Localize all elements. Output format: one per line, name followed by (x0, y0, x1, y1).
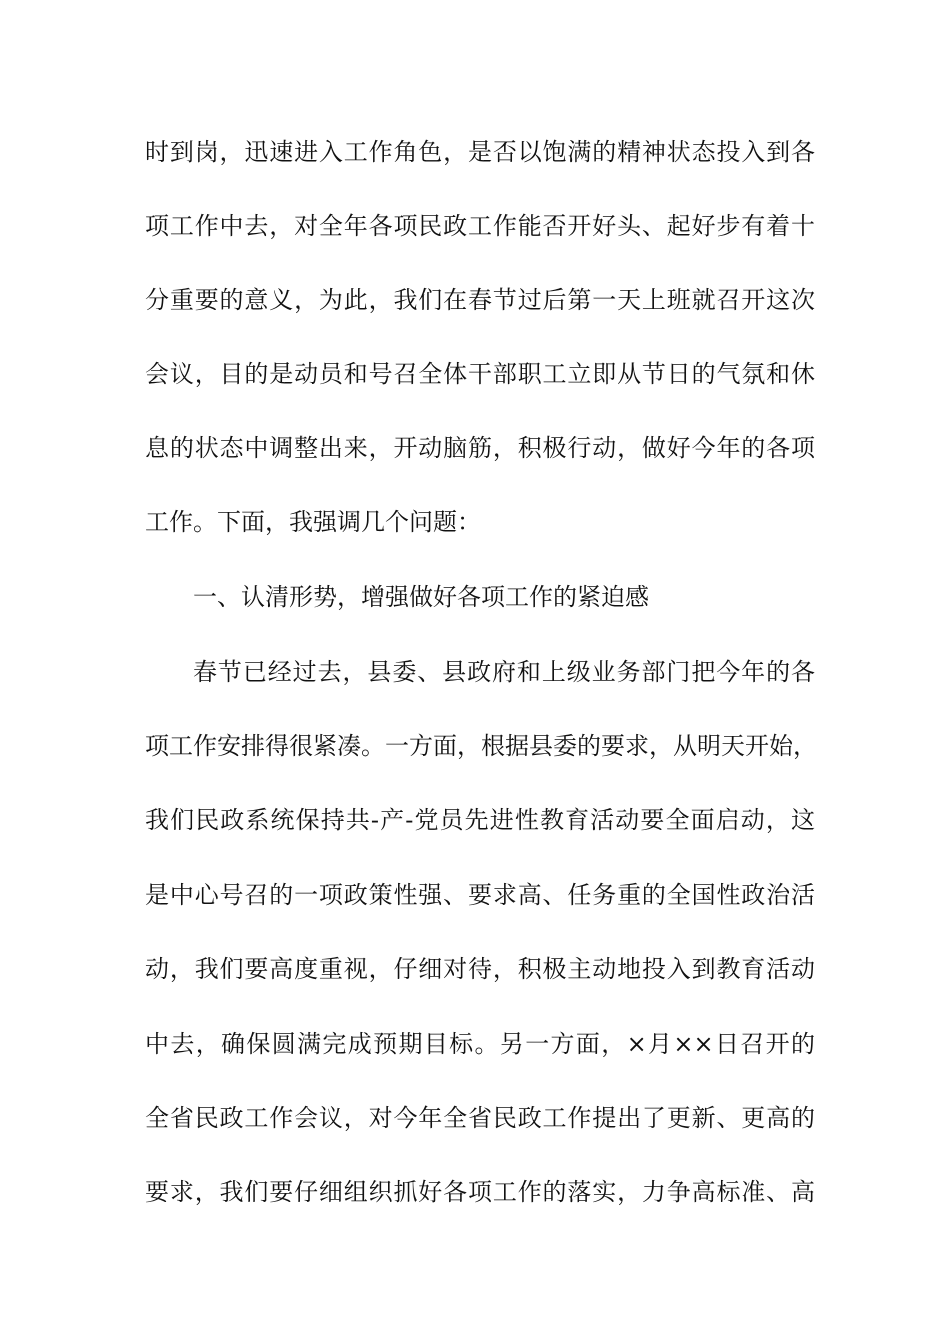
section-heading: 一、认清形势，增强做好各项工作的紧迫感 (193, 583, 649, 611)
paragraph-line: 全省民政工作会议，对今年全省民政工作提出了更新、更高的 (145, 1104, 815, 1132)
paragraph-line: 项工作安排得很紧凑。一方面，根据县委的要求，从明天开始， (145, 732, 817, 760)
paragraph-line: 动，我们要高度重视，仔细对待，积极主动地投入到教育活动 (145, 955, 815, 983)
paragraph-line: 息的状态中调整出来，开动脑筋，积极行动，做好今年的各项 (145, 434, 815, 462)
paragraph-line: 要求，我们要仔细组织抓好各项工作的落实，力争高标准、高 (145, 1178, 815, 1206)
paragraph-line: 是中心号召的一项政策性强、要求高、任务重的全国性政治活 (145, 881, 815, 909)
paragraph-line: 项工作中去，对全年各项民政工作能否开好头、起好步有着十 (145, 212, 815, 240)
paragraph-line: 春节已经过去，县委、县政府和上级业务部门把今年的各 (193, 658, 815, 686)
paragraph-line: 分重要的意义，为此，我们在春节过后第一天上班就召开这次 (145, 286, 815, 314)
paragraph-line: 时到岗，迅速进入工作角色，是否以饱满的精神状态投入到各 (145, 138, 815, 166)
paragraph-line: 会议，目的是动员和号召全体干部职工立即从节日的气氛和休 (145, 360, 815, 388)
paragraph-line: 我们民政系统保持共-产-党员先进性教育活动要全面启动，这 (145, 806, 815, 834)
paragraph-line: 工作。下面，我强调几个问题： (145, 508, 481, 536)
paragraph-line: 中去，确保圆满完成预期目标。另一方面，×月××日召开的 (145, 1030, 815, 1058)
